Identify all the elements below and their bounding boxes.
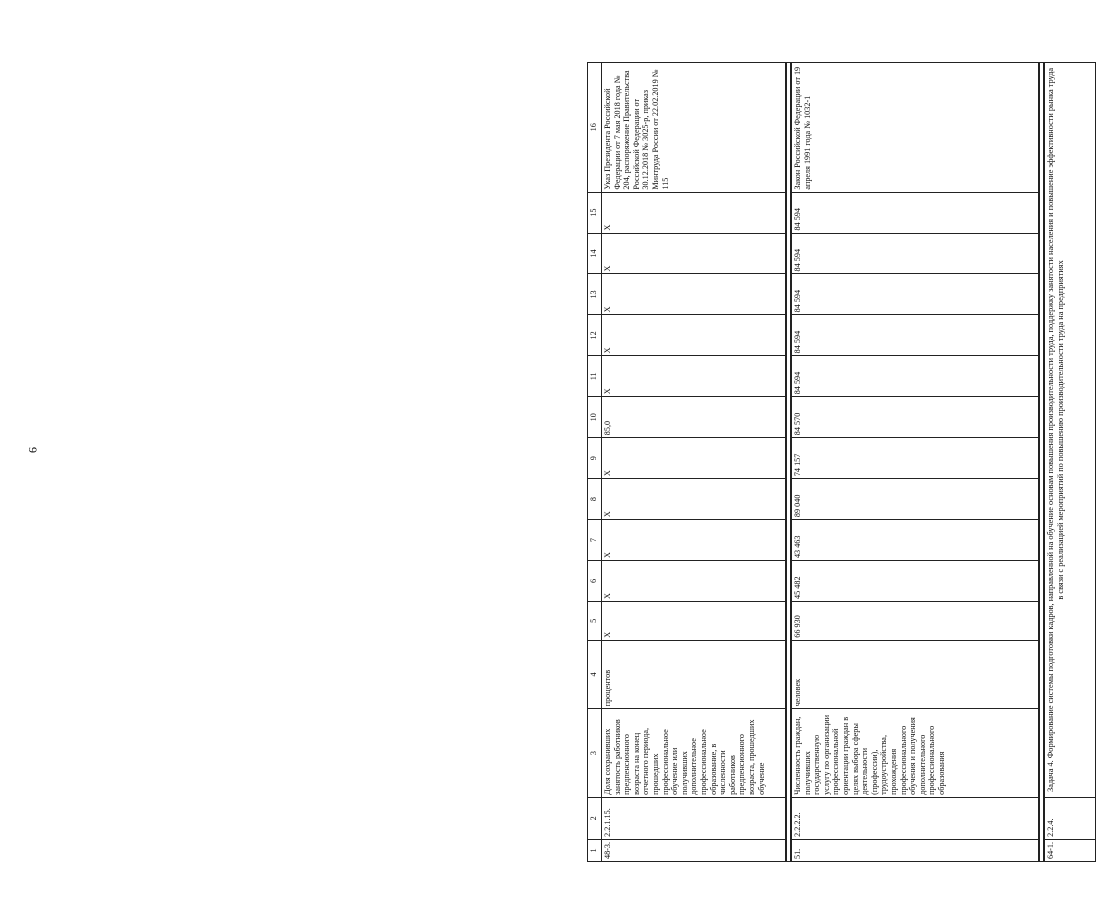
value-cell: 84 594 xyxy=(791,192,1039,233)
unit-cell: процентов xyxy=(602,640,787,709)
indicator-name: Доля сохранивших занятость работников предпенсионного возраста на конец отчетного периода, прошедших профессиональное обучение или получивших дополнительное профессиональное образование, в численности работников предпенсионного возраста, прошедших обучение xyxy=(602,709,787,798)
value-cell: 85,0 xyxy=(602,397,787,438)
value-cell: 84 594 xyxy=(791,356,1039,397)
program-code: 2.2.4. xyxy=(1044,797,1096,839)
header-cell: 10 xyxy=(588,397,602,438)
unit-cell: человек xyxy=(791,640,1039,709)
row-number: 64-1. xyxy=(1044,839,1096,861)
header-cell: 6 xyxy=(588,561,602,602)
table-row xyxy=(791,63,1039,862)
indicators-table xyxy=(587,62,1096,862)
value-cell: X xyxy=(602,520,787,561)
header-cell: 9 xyxy=(588,438,602,479)
value-cell: 84 594 xyxy=(791,274,1039,315)
value-cell: X xyxy=(602,274,787,315)
value-cell: 43 463 xyxy=(791,520,1039,561)
task-description: Задача 4. Формирование системы подготовки кадров, направленной на обучение основам повышения производительности труда, поддержку занятости населения и повышение эффективности рынка труда в связи с реализацией мероприятий по повышению производительности труда на предприятиях xyxy=(1044,63,1096,798)
header-cell: 13 xyxy=(588,274,602,315)
header-cell: 14 xyxy=(588,233,602,274)
value-cell: X xyxy=(602,601,787,640)
header-cell: 8 xyxy=(588,479,602,520)
value-cell: 74 157 xyxy=(791,438,1039,479)
value-cell: 84 594 xyxy=(791,315,1039,356)
header-cell: 15 xyxy=(588,192,602,233)
header-cell: 16 xyxy=(588,63,602,193)
value-cell: 45 482 xyxy=(791,561,1039,602)
value-cell: X xyxy=(602,315,787,356)
value-cell: X xyxy=(602,192,787,233)
program-code: 2.2.2.2. xyxy=(791,797,1039,839)
legal-basis: Указ Президента Российской Федерации от 7 мая 2018 года № 204, распоряжение Правительства Российской Федерации от 30.12.2018 № 3025-р, приказ Минтруда России от 22.02.2019 № 115 xyxy=(602,63,787,193)
value-cell: X xyxy=(602,233,787,274)
value-cell: X xyxy=(602,356,787,397)
legal-basis: Закон Российской Федерации от 19 апреля 1991 года № 1032-1 xyxy=(791,63,1039,193)
header-cell: 5 xyxy=(588,601,602,640)
rotated-sheet xyxy=(587,62,1093,862)
row-number: 51. xyxy=(791,839,1039,861)
row-number: 48-3. xyxy=(602,839,787,861)
task-row xyxy=(1044,63,1096,862)
header-cell: 4 xyxy=(588,640,602,709)
value-cell: 84 594 xyxy=(791,233,1039,274)
header-cell: 3 xyxy=(588,709,602,798)
header-cell: 1 xyxy=(588,839,602,861)
table-row xyxy=(602,63,787,862)
value-cell: X xyxy=(602,561,787,602)
program-code: 2.2.1.15. xyxy=(602,797,787,839)
header-row xyxy=(588,63,602,862)
value-cell: 84 570 xyxy=(791,397,1039,438)
indicator-name: Численность граждан, получивших государственную услугу по организации профессиональной ориентации граждан в целях выбора сферы деятельности (профессии), трудоустройства, прохождения профессионального обучения и получения дополнительного профессионального образования xyxy=(791,709,1039,798)
value-cell: X xyxy=(602,438,787,479)
header-cell: 12 xyxy=(588,315,602,356)
header-cell: 7 xyxy=(588,520,602,561)
header-cell: 11 xyxy=(588,356,602,397)
page-number: 9 xyxy=(26,447,40,453)
header-cell: 2 xyxy=(588,797,602,839)
value-cell: 66 930 xyxy=(791,601,1039,640)
value-cell: X xyxy=(602,479,787,520)
value-cell: 89 040 xyxy=(791,479,1039,520)
